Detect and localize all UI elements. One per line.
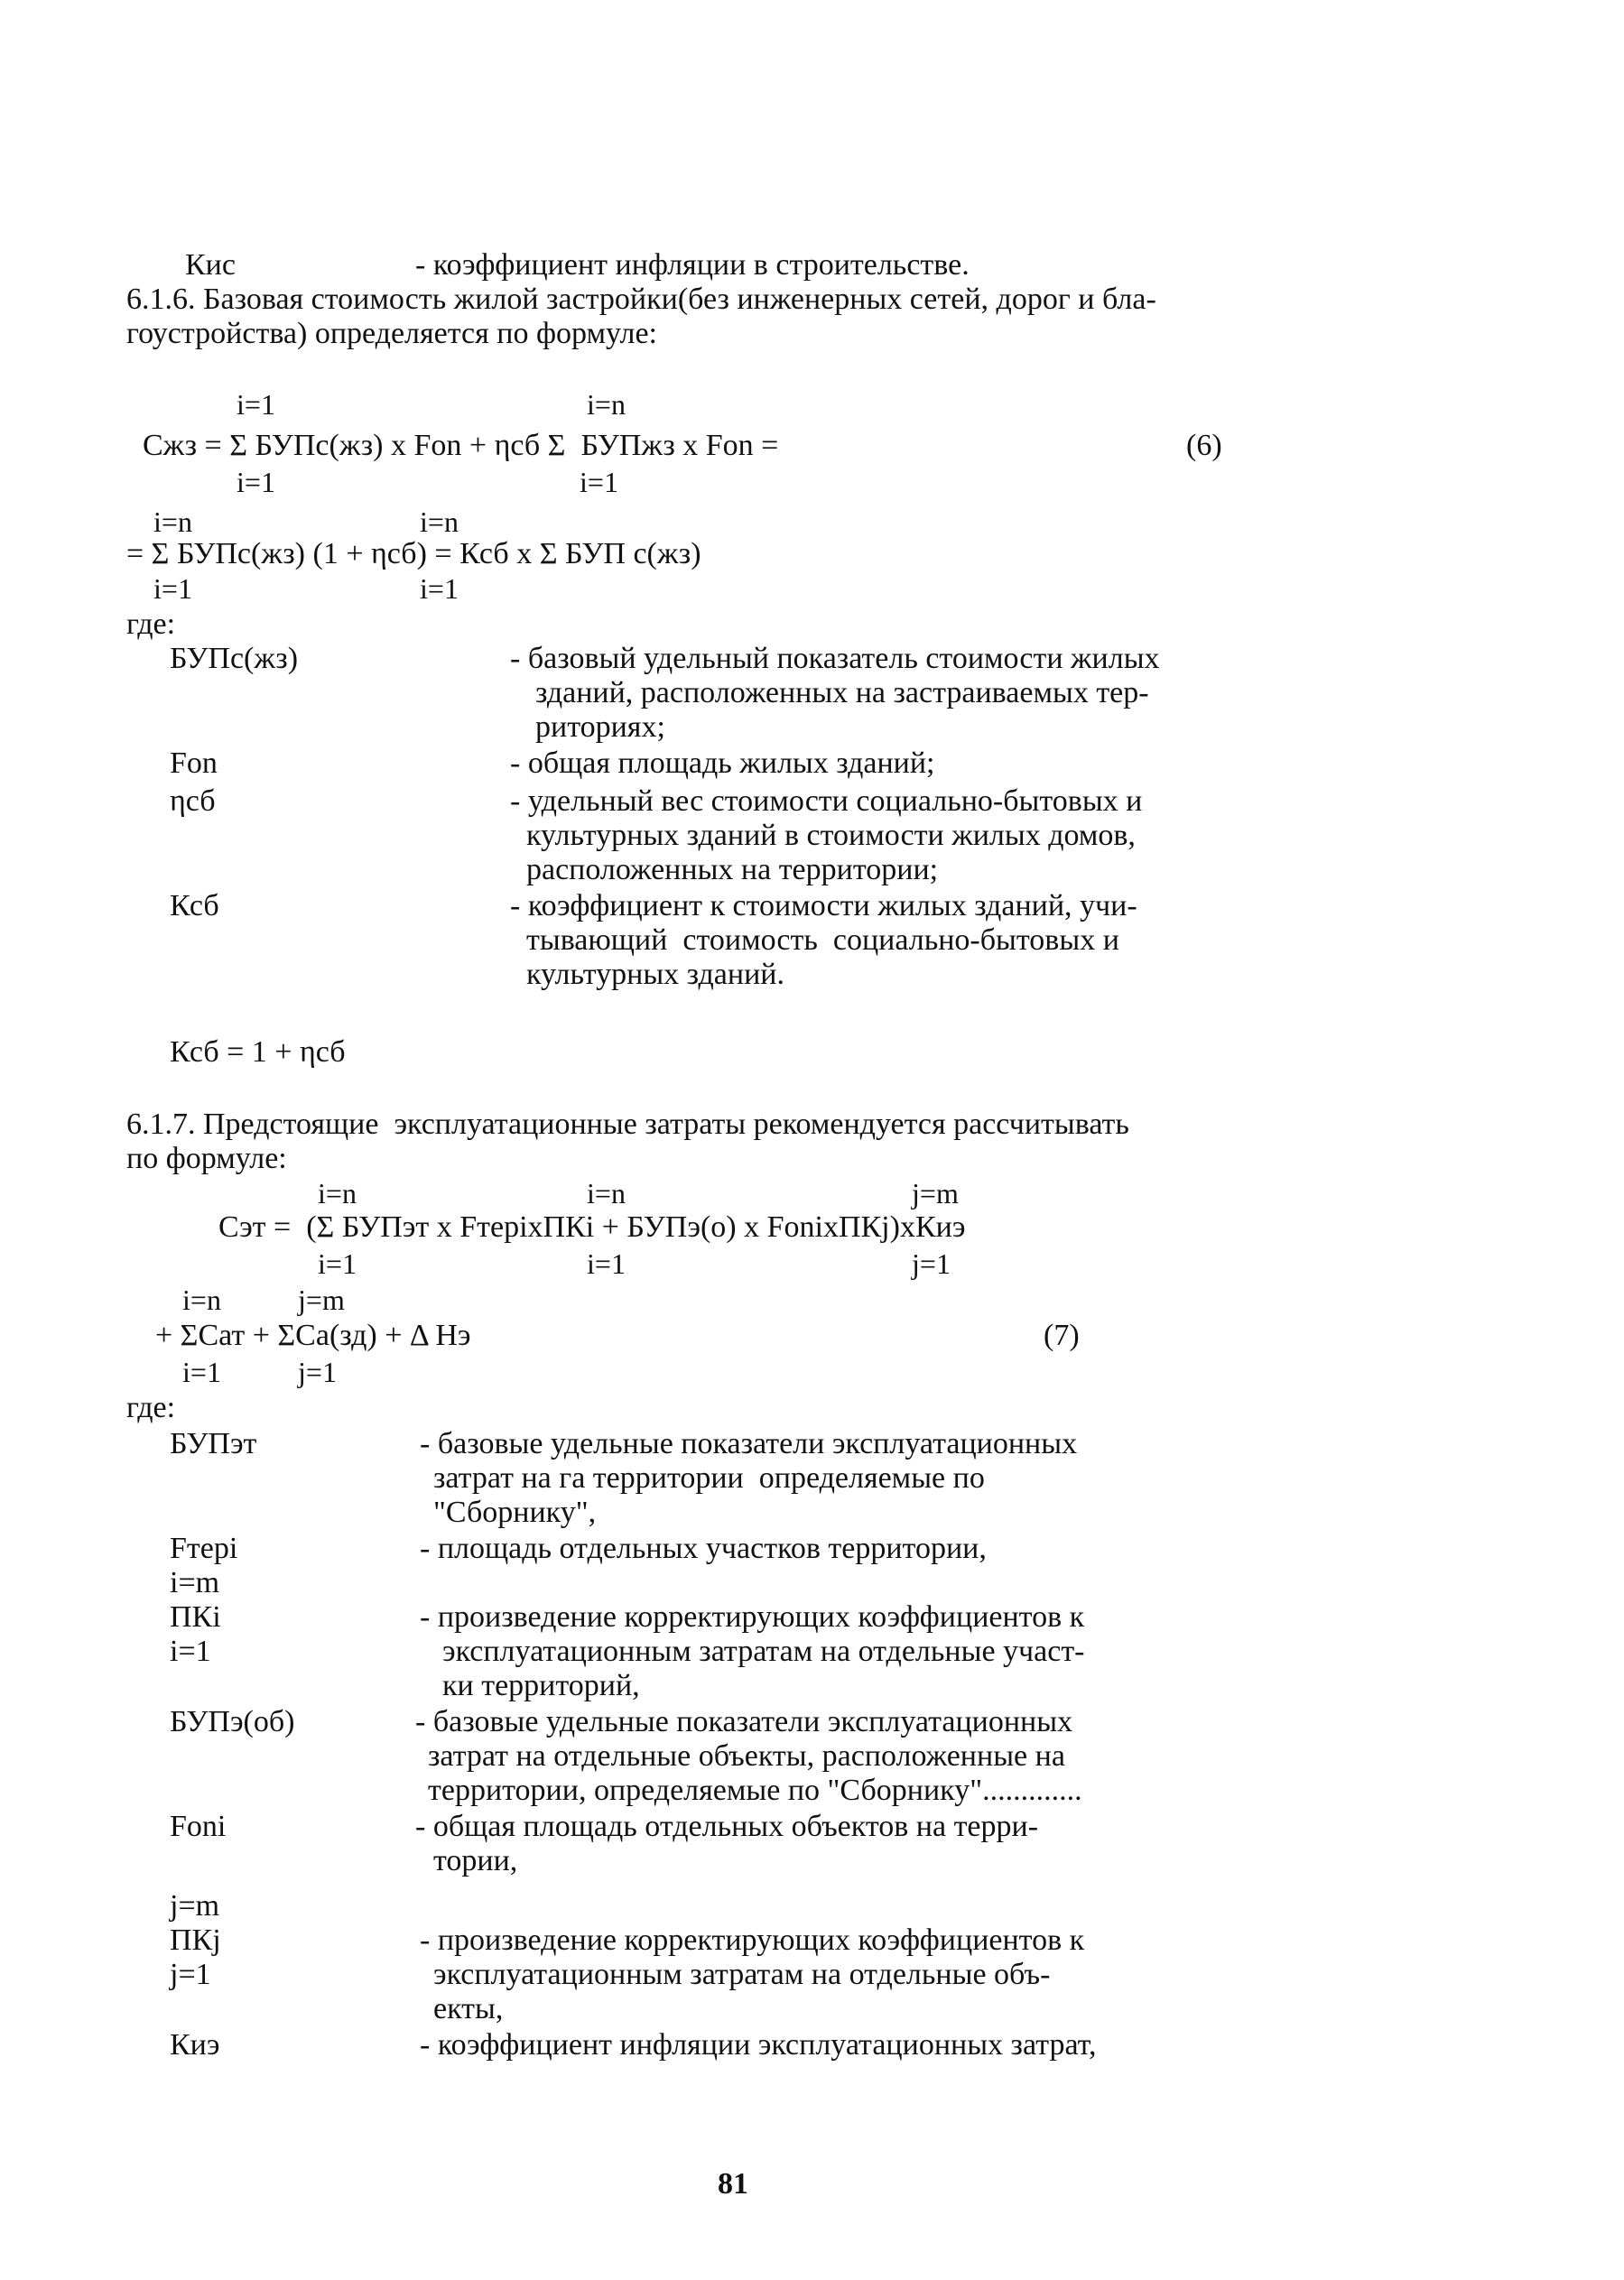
formula6-sum-upper-a: i=1 <box>237 388 275 421</box>
formula7-sum-lower-a: i=1 <box>318 1247 357 1280</box>
formula7-sum-lower-b: i=1 <box>587 1247 626 1280</box>
formula6-sum2-upper-a: i=n <box>153 505 192 538</box>
formula7-sum-upper-a: i=n <box>318 1177 357 1210</box>
def-term: ПКj <box>170 1923 221 1957</box>
def-text: - произведение корректирующих коэффициентов к <box>420 1923 1085 1957</box>
formula6-sum2-lower-b: i=1 <box>420 572 459 605</box>
section-616-line1: 6.1.6. Базовая стоимость жилой застройки(без инженерных сетей, дорог и бла- <box>126 283 1156 316</box>
def-text: - площадь отдельных участков территории, <box>420 1532 987 1565</box>
def-term: Fтері <box>170 1532 238 1565</box>
formula7-sum2-lower-a: i=1 <box>182 1356 221 1388</box>
formula7-sum-upper-b: i=n <box>587 1177 626 1210</box>
formula7-sum2-upper-b: j=m <box>298 1284 345 1316</box>
formula7-line2: + ΣСат + ΣСа(зд) + Δ Нэ <box>155 1319 471 1352</box>
formula6-number: (6) <box>1186 429 1222 462</box>
formula7-sum2-upper-a: i=n <box>182 1284 221 1316</box>
def-text: тории, <box>433 1844 518 1877</box>
def-text: - базовые удельные показатели эксплуатационных <box>415 1705 1073 1738</box>
def-text: расположенных на территории; <box>526 853 939 886</box>
def-term-upper: i=m <box>170 1566 220 1599</box>
formula6-sum-lower-a: i=1 <box>237 466 275 498</box>
def-term: Fonі <box>170 1810 227 1843</box>
def-text: тывающий стоимость социально-бытовых и <box>526 923 1119 957</box>
def-term: БУПс(жз) <box>170 642 299 675</box>
def-term: ηсб <box>170 784 216 818</box>
formula7-number: (7) <box>1044 1319 1080 1352</box>
def-term-lower: j=1 <box>170 1958 211 1991</box>
def-term: Киэ <box>170 2028 220 2062</box>
def-text: зданий, расположенных на застраиваемых тер- <box>535 676 1149 709</box>
formula6-sum2-upper-b: i=n <box>420 505 459 538</box>
def-text: "Сборнику", <box>433 1496 597 1529</box>
def-term: БУПэт <box>170 1427 257 1460</box>
def-text: - общая площадь жилых зданий; <box>510 746 935 780</box>
section-617-line1: 6.1.7. Предстоящие эксплуатационные затраты рекомендуется рассчитывать <box>126 1108 1129 1141</box>
def-text: - базовый удельный показатель стоимости жилых <box>510 642 1160 675</box>
formula6-sum-lower-b: i=1 <box>580 466 618 498</box>
def-text: - удельный вес стоимости социально-бытовых и <box>510 784 1143 818</box>
formula6-sum-upper-b: i=n <box>587 388 626 421</box>
formula7-line1: Сэт = (Σ БУПэт х FтеріхПКі + БУПэ(о) х FonixПКj)хКиэ <box>218 1210 966 1244</box>
formula7-sum-lower-c: j=1 <box>912 1247 951 1280</box>
def-text: - коэффициент инфляции эксплуатационных затрат, <box>420 2028 1097 2062</box>
formula6-sum2-lower-a: i=1 <box>153 572 192 605</box>
def-text: - коэффициент к стоимости жилых зданий, учи- <box>510 889 1137 922</box>
def-text: риториях; <box>535 710 665 744</box>
formula7-sum-upper-c: j=m <box>912 1177 959 1210</box>
def-text: ки территорий, <box>442 1669 640 1702</box>
where-label-2: где: <box>126 1391 176 1424</box>
def-text: - общая площадь отдельных объектов на терри- <box>415 1810 1039 1843</box>
section-617-line2: по формуле: <box>126 1142 287 1175</box>
desc-kis: - коэффициент инфляции в строительстве. <box>415 248 970 282</box>
def-text: - базовые удельные показатели эксплуатационных <box>420 1427 1078 1460</box>
formula6-line2: = Σ БУПс(жз) (1 + ηсб) = Ксб х Σ БУП с(жз) <box>126 537 701 570</box>
def-term: ПКі <box>170 1600 221 1634</box>
def-term: БУПэ(об) <box>170 1705 295 1738</box>
def-text: эксплуатационным затратам на отдельные объ- <box>433 1958 1051 1991</box>
page-number: 81 <box>718 2167 748 2201</box>
term-kis: Кис <box>185 248 236 282</box>
def-term: Ксб <box>170 889 219 922</box>
formula7-sum2-lower-b: j=1 <box>298 1356 337 1388</box>
def-text: культурных зданий в стоимости жилых домов, <box>526 819 1136 852</box>
def-term-upper: j=m <box>170 1889 220 1923</box>
ksb-formula: Ксб = 1 + ηсб <box>170 1035 346 1069</box>
section-616-line2: гоустройства) определяется по формуле: <box>126 317 657 350</box>
def-text: - произведение корректирующих коэффициентов к <box>420 1600 1085 1634</box>
formula6-line1: Сжз = Σ БУПс(жз) х Fon + ηсб Σ БУПжз х Fon = <box>143 429 779 462</box>
def-text: затрат на отдельные объекты, расположенные на <box>428 1739 1065 1773</box>
def-text: эксплуатационным затратам на отдельные участ- <box>442 1635 1085 1668</box>
where-label-1: где: <box>126 607 176 641</box>
def-text: культурных зданий. <box>526 958 784 991</box>
def-term: Fon <box>170 746 218 780</box>
def-term-lower: i=1 <box>170 1635 211 1668</box>
def-text: территории, определяемые по "Сборнику"............. <box>428 1774 1082 1807</box>
def-text: екты, <box>433 1992 504 2025</box>
def-text: затрат на га территории определяемые по <box>433 1461 985 1495</box>
